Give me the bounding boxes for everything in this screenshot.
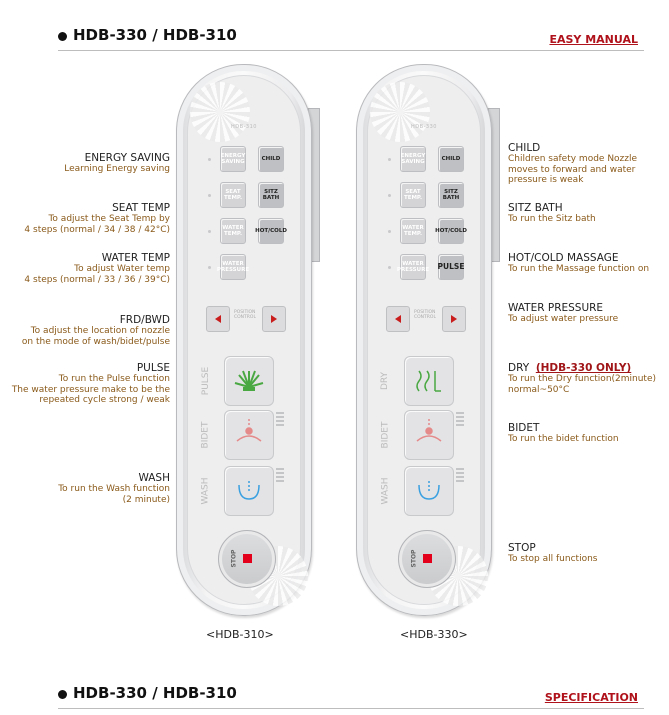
section-header-top xyxy=(58,26,644,51)
forward-button[interactable] xyxy=(386,306,410,332)
hot-cold-massage-button[interactable]: HOT/COLD xyxy=(438,218,464,244)
child-button[interactable]: CHILD xyxy=(258,146,284,172)
massage-level-indicator xyxy=(276,468,284,484)
annotation-child: CHILD Children safety mode Nozzle moves to forward and water pressure is weak xyxy=(508,142,638,185)
bidet-button[interactable] xyxy=(224,410,274,460)
stop-button[interactable]: STOP xyxy=(218,530,276,588)
stop-icon xyxy=(243,554,252,563)
indicator-dot xyxy=(208,158,211,161)
dry-label: DRY xyxy=(380,371,391,391)
bidet-icon xyxy=(405,411,453,459)
water-pressure-button[interactable]: WATER PRESSURE xyxy=(400,254,426,280)
section-title: HDB-330 / HDB-310 xyxy=(73,684,237,702)
dry-button[interactable] xyxy=(404,356,454,406)
backward-button[interactable] xyxy=(262,306,286,332)
pulse-button[interactable]: PULSE xyxy=(438,254,464,280)
wash-button[interactable] xyxy=(404,466,454,516)
annotation-water-temp: WATER TEMP To adjust Water temp 4 steps (normal / 33 / 36 / 39°C) xyxy=(24,252,170,285)
sitz-bath-button[interactable]: SITZ BATH xyxy=(438,182,464,208)
wash-label: WASH xyxy=(200,477,211,505)
pulse-label: PULSE xyxy=(201,366,212,396)
caption-hdb-330: <HDB-330> xyxy=(400,628,468,641)
specification-tag: SPECIFICATION xyxy=(544,691,638,704)
easy-manual-tag: EASY MANUAL xyxy=(549,33,638,46)
remote-model-label: HDB-330 xyxy=(411,124,437,130)
bidet-label: BIDET xyxy=(200,421,211,449)
position-control-label: POSITION CONTROL xyxy=(234,310,256,320)
massage-level-indicator xyxy=(456,468,464,484)
stop-icon xyxy=(423,554,432,563)
annotation-sitz-bath: SITZ BATH To run the Sitz bath xyxy=(508,202,596,224)
energy-saving-button[interactable]: ENERGY SAVING xyxy=(400,146,426,172)
hdb-330-only-note: (HDB-330 ONLY) xyxy=(535,362,632,374)
annotation-bidet: BIDET To run the bidet function xyxy=(508,422,619,444)
remote-face xyxy=(367,75,481,605)
annotation-wash: WASH To run the Wash function (2 minute) xyxy=(58,472,170,505)
dry-icon xyxy=(405,357,453,405)
wash-icon xyxy=(405,467,453,515)
wash-icon xyxy=(225,467,273,515)
arrow-left-icon xyxy=(395,315,401,323)
wash-button[interactable] xyxy=(224,466,274,516)
seat-temp-button[interactable]: SEAT TEMP. xyxy=(220,182,246,208)
annotation-pulse: PULSE To run the Pulse function The water pressure make to be the repeated cycle strong / weak xyxy=(11,362,170,405)
bullet-icon xyxy=(58,32,67,41)
water-temp-button[interactable]: WATER TEMP. xyxy=(400,218,426,244)
pulse-icon xyxy=(225,357,273,405)
indicator-dot xyxy=(208,266,211,269)
annotation-water-pressure: WATER PRESSURE To adjust water pressure xyxy=(508,302,619,324)
annotation-dry: DRY (HDB-330 ONLY) To run the Dry function(2minute) normal~50°C xyxy=(508,362,657,395)
bidet-button[interactable] xyxy=(404,410,454,460)
annotation-seat-temp: SEAT TEMP To adjust the Seat Temp by 4 steps (normal / 34 / 38 / 42°C) xyxy=(24,202,170,235)
caption-hdb-310: <HDB-310> xyxy=(206,628,274,641)
annotation-hot-cold-massage: HOT/COLD MASSAGE To run the Massage function on xyxy=(508,252,650,274)
indicator-dot xyxy=(388,230,391,233)
water-temp-button[interactable]: WATER TEMP. xyxy=(220,218,246,244)
hot-cold-massage-button[interactable]: HOT/COLD xyxy=(258,218,284,244)
backward-button[interactable] xyxy=(442,306,466,332)
remote-model-label: HDB-310 xyxy=(231,124,257,130)
section-header-bottom xyxy=(58,684,644,709)
wash-label: WASH xyxy=(380,477,391,505)
remote-hdb-330 xyxy=(356,64,492,616)
sitz-bath-button[interactable]: SITZ BATH xyxy=(258,182,284,208)
indicator-dot xyxy=(388,194,391,197)
pulse-button[interactable] xyxy=(224,356,274,406)
water-pressure-button[interactable]: WATER PRESSURE xyxy=(220,254,246,280)
annotation-stop: STOP To stop all functions xyxy=(508,542,598,564)
indicator-dot xyxy=(388,266,391,269)
arrow-left-icon xyxy=(215,315,221,323)
position-control-label: POSITION CONTROL xyxy=(414,310,436,320)
flower-pattern-icon xyxy=(190,82,250,142)
annotation-energy-saving: ENERGY SAVING Learning Energy saving xyxy=(64,152,170,174)
forward-button[interactable] xyxy=(206,306,230,332)
bidet-label: BIDET xyxy=(380,421,391,449)
bidet-icon xyxy=(225,411,273,459)
arrow-right-icon xyxy=(451,315,457,323)
section-title: HDB-330 / HDB-310 xyxy=(73,26,237,44)
indicator-dot xyxy=(208,230,211,233)
stop-button[interactable]: STOP xyxy=(398,530,456,588)
indicator-dot xyxy=(208,194,211,197)
bullet-icon xyxy=(58,690,67,699)
child-button[interactable]: CHILD xyxy=(438,146,464,172)
seat-temp-button[interactable]: SEAT TEMP. xyxy=(400,182,426,208)
massage-level-indicator xyxy=(456,412,464,428)
indicator-dot xyxy=(388,158,391,161)
massage-level-indicator xyxy=(276,412,284,428)
remote-face xyxy=(187,75,301,605)
energy-saving-button[interactable]: ENERGY SAVING xyxy=(220,146,246,172)
annotation-frd-bwd: FRD/BWD To adjust the location of nozzle on the mode of wash/bidet/pulse xyxy=(21,314,170,347)
remote-hdb-310 xyxy=(176,64,312,616)
arrow-right-icon xyxy=(271,315,277,323)
flower-pattern-icon xyxy=(370,82,430,142)
